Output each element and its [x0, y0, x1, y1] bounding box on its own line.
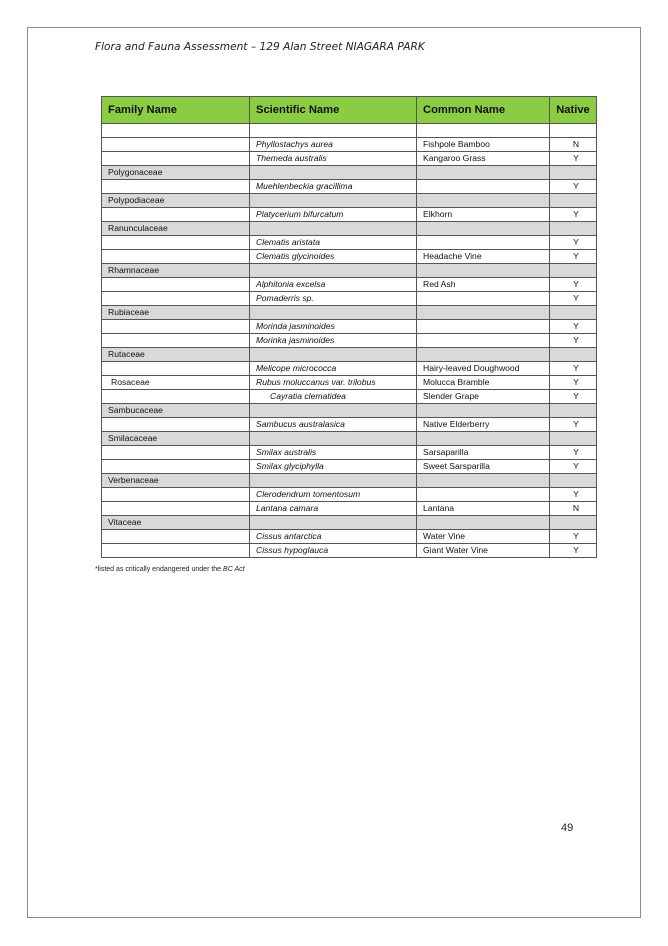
cell-scientific-name: Phyllostachys aurea [250, 138, 417, 152]
table-row [102, 138, 597, 152]
table-row [102, 544, 597, 558]
family-row [102, 404, 597, 418]
cell-common-name [417, 320, 550, 334]
table-row [102, 208, 597, 222]
cell-native [550, 516, 597, 530]
cell-scientific-name: Alphitonia excelsa [250, 278, 417, 292]
column-header-native: Native [550, 97, 597, 124]
cell-scientific-name: Platycerium bifurcatum [250, 208, 417, 222]
cell-scientific-name: Cissus hypoglauca [250, 544, 417, 558]
family-row [102, 516, 597, 530]
cell-native: Y [550, 446, 597, 460]
cell-native: Y [550, 544, 597, 558]
footnote-emphasis: BC Act [223, 566, 245, 573]
cell-native [550, 264, 597, 278]
cell-scientific-name: Smilax glyciphylla [250, 460, 417, 474]
species-table [101, 96, 597, 558]
cell-family-name [102, 418, 250, 432]
cell-common-name: Kangaroo Grass [417, 152, 550, 166]
cell-native [550, 166, 597, 180]
cell-common-name: Molucca Bramble [417, 376, 550, 390]
cell-scientific-name: Cayratia clematidea [250, 390, 417, 404]
cell-scientific-name: Themeda australis [250, 152, 417, 166]
cell-common-name [417, 306, 550, 320]
cell-family-name [102, 544, 250, 558]
cell-scientific-name [250, 474, 417, 488]
cell-native: Y [550, 362, 597, 376]
cell-family-name [102, 236, 250, 250]
family-row [102, 306, 597, 320]
cell-native [550, 348, 597, 362]
cell-scientific-name: Smilax australis [250, 446, 417, 460]
family-row [102, 264, 597, 278]
family-row [102, 348, 597, 362]
cell-family-name [102, 488, 250, 502]
cell-family-name [102, 446, 250, 460]
cell-native: Y [550, 180, 597, 194]
cell-family-name: Rhamnaceae [102, 264, 250, 278]
cell-scientific-name: Sambucus australasica [250, 418, 417, 432]
table-row [102, 152, 597, 166]
page-header: Flora and Fauna Assessment – 129 Alan Street NIAGARA PARK [95, 41, 425, 53]
cell-family-name [102, 320, 250, 334]
cell-native: Y [550, 390, 597, 404]
cell-native: Y [550, 250, 597, 264]
cell-scientific-name [250, 222, 417, 236]
cell-common-name [417, 124, 550, 138]
cell-native: Y [550, 334, 597, 348]
cell-family-name [102, 208, 250, 222]
cell-common-name [417, 334, 550, 348]
cell-common-name: Giant Water Vine [417, 544, 550, 558]
column-header-scientific-name: Scientific Name [250, 97, 417, 124]
table-row [102, 180, 597, 194]
cell-native: Y [550, 530, 597, 544]
table-row [102, 376, 597, 390]
species-table-body [102, 124, 597, 558]
cell-native: Y [550, 278, 597, 292]
cell-scientific-name: Cissus antarctica [250, 530, 417, 544]
cell-family-name [102, 250, 250, 264]
cell-family-name: Polypodiaceae [102, 194, 250, 208]
cell-family-name: Rutaceae [102, 348, 250, 362]
cell-common-name [417, 222, 550, 236]
table-row [102, 502, 597, 516]
cell-common-name [417, 474, 550, 488]
cell-scientific-name [250, 166, 417, 180]
cell-native [550, 474, 597, 488]
cell-scientific-name [250, 306, 417, 320]
cell-family-name [102, 124, 250, 138]
table-header-row [102, 97, 597, 124]
table-row [102, 292, 597, 306]
cell-native: N [550, 138, 597, 152]
cell-native: N [550, 502, 597, 516]
cell-common-name [417, 264, 550, 278]
cell-native: Y [550, 320, 597, 334]
cell-native [550, 432, 597, 446]
cell-common-name: Slender Grape [417, 390, 550, 404]
cell-scientific-name: Muehlenbeckia gracillima [250, 180, 417, 194]
cell-family-name: Rosaceae [102, 376, 250, 390]
table-row [102, 124, 597, 138]
cell-scientific-name: Clematis aristata [250, 236, 417, 250]
cell-family-name [102, 292, 250, 306]
cell-family-name [102, 530, 250, 544]
cell-family-name: Rubiaceae [102, 306, 250, 320]
cell-family-name [102, 502, 250, 516]
cell-common-name [417, 488, 550, 502]
cell-native: Y [550, 376, 597, 390]
cell-scientific-name [250, 124, 417, 138]
cell-native [550, 124, 597, 138]
table-row [102, 418, 597, 432]
table-row [102, 278, 597, 292]
cell-scientific-name [250, 264, 417, 278]
cell-native: Y [550, 152, 597, 166]
cell-scientific-name: Rubus moluccanus var. trilobus [250, 376, 417, 390]
cell-common-name [417, 516, 550, 530]
family-row [102, 166, 597, 180]
cell-common-name: Hairy-leaved Doughwood [417, 362, 550, 376]
cell-scientific-name [250, 516, 417, 530]
cell-common-name [417, 432, 550, 446]
cell-common-name: Water Vine [417, 530, 550, 544]
table-row [102, 530, 597, 544]
cell-common-name: Sarsaparilla [417, 446, 550, 460]
cell-common-name [417, 348, 550, 362]
cell-family-name [102, 180, 250, 194]
family-row [102, 222, 597, 236]
family-row [102, 474, 597, 488]
cell-scientific-name: Melicope micrococca [250, 362, 417, 376]
cell-common-name: Lantana [417, 502, 550, 516]
cell-family-name [102, 460, 250, 474]
table-row [102, 250, 597, 264]
cell-common-name: Red Ash [417, 278, 550, 292]
cell-native: Y [550, 418, 597, 432]
cell-family-name: Sambucaceae [102, 404, 250, 418]
cell-family-name: Ranunculaceae [102, 222, 250, 236]
cell-scientific-name [250, 404, 417, 418]
cell-native [550, 306, 597, 320]
cell-scientific-name [250, 194, 417, 208]
cell-common-name: Elkhorn [417, 208, 550, 222]
cell-native [550, 222, 597, 236]
cell-family-name [102, 362, 250, 376]
cell-common-name [417, 404, 550, 418]
table-row [102, 488, 597, 502]
cell-native: Y [550, 460, 597, 474]
cell-common-name: Sweet Sarsparilla [417, 460, 550, 474]
cell-common-name [417, 180, 550, 194]
cell-native [550, 194, 597, 208]
cell-family-name: Verbenaceae [102, 474, 250, 488]
cell-family-name [102, 390, 250, 404]
family-row [102, 432, 597, 446]
cell-native: Y [550, 236, 597, 250]
column-header-common-name: Common Name [417, 97, 550, 124]
cell-common-name: Fishpole Bamboo [417, 138, 550, 152]
table-row [102, 390, 597, 404]
page-number: 49 [561, 822, 574, 834]
table-row [102, 334, 597, 348]
cell-common-name [417, 166, 550, 180]
cell-common-name: Native Elderberry [417, 418, 550, 432]
cell-native [550, 404, 597, 418]
cell-native: Y [550, 292, 597, 306]
cell-family-name [102, 138, 250, 152]
footnote [95, 566, 245, 573]
cell-native: Y [550, 488, 597, 502]
table-row [102, 362, 597, 376]
table-row [102, 320, 597, 334]
cell-family-name [102, 152, 250, 166]
cell-family-name: Polygonaceae [102, 166, 250, 180]
cell-family-name [102, 278, 250, 292]
cell-scientific-name: Clerodendrum tomentosum [250, 488, 417, 502]
cell-common-name: Headache Vine [417, 250, 550, 264]
table-row [102, 236, 597, 250]
cell-common-name [417, 194, 550, 208]
table-row [102, 460, 597, 474]
cell-scientific-name: Pomaderris sp. [250, 292, 417, 306]
column-header-family-name: Family Name [102, 97, 250, 124]
cell-family-name: Smilacaceae [102, 432, 250, 446]
cell-common-name [417, 292, 550, 306]
cell-common-name [417, 236, 550, 250]
cell-scientific-name [250, 348, 417, 362]
family-row [102, 194, 597, 208]
cell-scientific-name [250, 432, 417, 446]
cell-scientific-name: Morinka jasminoides [250, 334, 417, 348]
table-row [102, 446, 597, 460]
cell-scientific-name: Clematis glycinoides [250, 250, 417, 264]
footnote-text: *listed as critically endangered under the [95, 566, 224, 573]
cell-scientific-name: Lantana camara [250, 502, 417, 516]
cell-scientific-name: Morinda jasminoides [250, 320, 417, 334]
cell-family-name [102, 334, 250, 348]
cell-native: Y [550, 208, 597, 222]
cell-family-name: Vitaceae [102, 516, 250, 530]
